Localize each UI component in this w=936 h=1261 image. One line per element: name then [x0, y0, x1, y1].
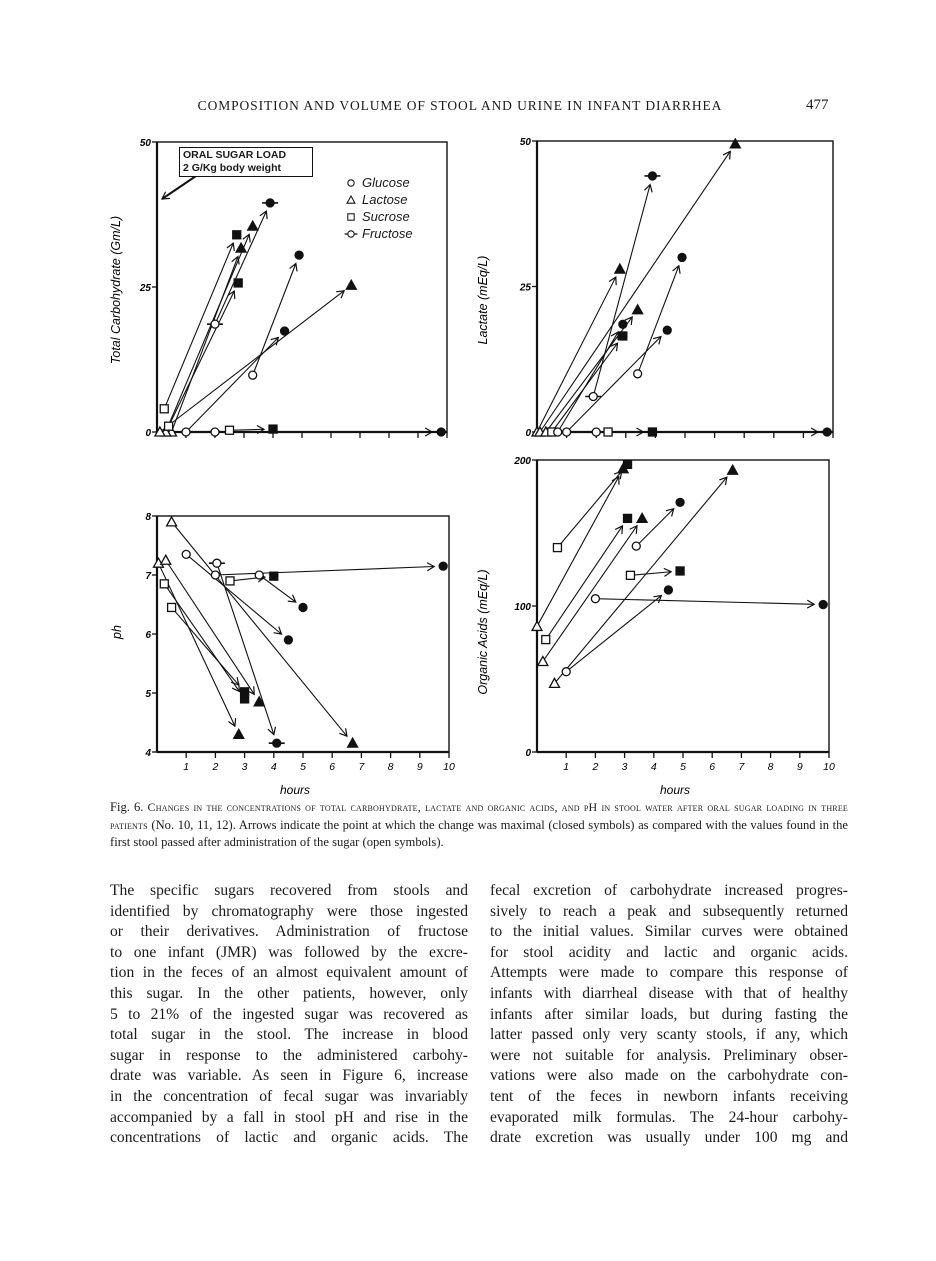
closed-lactose-point: [234, 729, 244, 738]
closed-sucrose-point: [270, 572, 278, 580]
caption-label: Fig. 6.: [110, 800, 144, 814]
legend-label: Glucose: [362, 175, 410, 190]
load-box-line2: 2 G/Kg body weight: [183, 162, 282, 174]
closed-glucose-point: [299, 603, 307, 611]
x-tick-label: 6: [329, 761, 336, 773]
text-line: latter passed only very scanty stools, if any, which: [490, 1026, 848, 1044]
closed-lactose-point: [248, 221, 258, 230]
change-arrow: [558, 332, 618, 432]
y-tick-label: 100: [514, 602, 531, 613]
sucrose-legend-marker: [348, 213, 354, 219]
open-glucose-point: [592, 428, 600, 436]
closed-glucose-point: [437, 428, 445, 436]
text-line: in the concentration of fecal sugar was invariably: [110, 1087, 468, 1105]
closed-lactose-point: [633, 305, 643, 314]
change-arrow: [160, 291, 344, 432]
text-line: evaporated milk formulas. The 24-hour carbohy-: [490, 1108, 848, 1126]
text-line: sively to reach a peak and subsequently returned: [490, 902, 848, 920]
text-line: vations were also made on the carbohydrate con-: [490, 1067, 848, 1085]
closed-fructose-point: [262, 199, 278, 207]
open-sucrose-point: [168, 603, 176, 611]
text-line: Attempts were made to compare this response of: [490, 964, 848, 982]
legend-label: Lactose: [362, 192, 408, 207]
open-sucrose-point: [604, 428, 612, 436]
y-tick-label: 200: [514, 456, 531, 467]
glucose-symbol-icon: [343, 177, 359, 189]
y-tick-label: 25: [519, 282, 531, 294]
y-axis-title: ph: [110, 625, 124, 639]
open-sucrose-point: [626, 571, 634, 579]
closed-sucrose-point: [269, 425, 277, 433]
caption-text: (No. 10, 11, 12). Arrows indicate the point at which the change was maximal (closed symbols) as compared with the values found in the first stool passed after administration of the sugar (open symbols).: [110, 817, 848, 849]
text-line: total sugar in the stool. The increase in blood: [110, 1026, 468, 1044]
plot-frame: [157, 516, 449, 752]
closed-lactose-point: [615, 264, 625, 273]
change-arrow: [546, 526, 623, 640]
chart-organic-acids: [476, 456, 835, 797]
open-glucose-point: [634, 370, 642, 378]
glucose-legend-marker: [348, 179, 354, 185]
change-arrow: [169, 291, 235, 426]
text-line: this sugar. In the other patients, however, only: [110, 984, 468, 1002]
x-tick-label: 5: [300, 761, 306, 773]
open-sucrose-point: [226, 426, 234, 434]
open-glucose-point: [249, 371, 257, 379]
x-tick-label: 4: [650, 761, 657, 773]
change-arrow: [230, 429, 265, 430]
change-arrow: [557, 471, 621, 547]
closed-sucrose-point: [648, 428, 656, 436]
oral-sugar-load-box: [179, 147, 313, 177]
closed-lactose-point: [346, 280, 356, 289]
change-arrow: [638, 266, 679, 374]
x-tick-label: 3: [241, 761, 248, 773]
y-tick-label: 25: [139, 283, 151, 294]
text-line: for stool acidity and lactic and organic acids.: [490, 943, 848, 961]
open-lactose-point: [161, 555, 171, 564]
closed-lactose-point: [348, 738, 358, 747]
text-line: concentrations of lactic and organic acids. The: [110, 1129, 468, 1147]
open-sucrose-point: [226, 577, 234, 585]
x-tick-label: 9: [796, 761, 803, 773]
y-axis-title: Total Carbohydrate (Gm/L): [109, 215, 123, 365]
caption-title: Changes in the concentrations of total carbohydrate, lactate and organic acids, and pH in stool water after oral sugar loading in three patients: [110, 800, 849, 832]
plot-frame: [537, 141, 833, 432]
y-tick-label: 4: [145, 748, 151, 759]
y-tick-label: 8: [145, 512, 151, 523]
x-tick-label: 1: [183, 761, 190, 773]
change-arrow: [158, 563, 234, 726]
x-axis-title: hours: [279, 783, 311, 797]
change-arrow: [166, 234, 249, 432]
x-tick-label: 7: [738, 761, 745, 773]
open-fructose-point: [207, 320, 223, 328]
text-line: infants after similar loads, but during fasting the: [490, 1005, 848, 1023]
open-sucrose-point: [553, 544, 561, 552]
open-sucrose-point: [165, 422, 173, 430]
change-arrow: [595, 599, 814, 605]
change-arrow: [172, 257, 238, 432]
change-arrow: [253, 263, 296, 375]
page-number: 477: [806, 97, 829, 113]
y-tick-label: 50: [139, 138, 151, 149]
text-line: to one infant (JMR) was followed by the excre-: [110, 943, 468, 961]
change-arrow: [164, 584, 239, 692]
legend-item-lactose: [343, 191, 413, 208]
closed-fructose-point: [644, 172, 660, 180]
text-line: infants with diarrheal disease with that of healthy: [490, 984, 848, 1002]
open-glucose-point: [562, 668, 570, 676]
change-arrow: [215, 566, 434, 575]
closed-sucrose-point: [234, 279, 242, 287]
y-tick-label: 50: [519, 137, 531, 148]
text-line: drate excretion was usually under 100 mg and: [490, 1129, 848, 1147]
body-column-left: [110, 881, 468, 1149]
y-tick-label: 0: [145, 428, 151, 439]
change-arrow: [537, 477, 619, 627]
x-tick-label: 10: [823, 761, 835, 773]
chart-ph: [110, 512, 455, 797]
closed-glucose-point: [819, 601, 827, 609]
running-title: COMPOSITION AND VOLUME OF STOOL AND URINE IN INFANT DIARRHEA: [197, 98, 723, 113]
closed-glucose-point: [281, 327, 289, 335]
open-sucrose-point: [542, 636, 550, 644]
y-axis-title: Organic Acids (mEq/L): [476, 569, 490, 695]
text-line: fecal excretion of carbohydrate increased progres-: [490, 882, 848, 899]
open-lactose-point: [167, 517, 177, 526]
open-glucose-point: [255, 571, 263, 579]
text-line: to the initial values. Similar curves were obtained: [490, 923, 848, 941]
closed-glucose-point: [678, 253, 686, 261]
sucrose-symbol-icon: [343, 211, 359, 223]
x-tick-label: 2: [212, 761, 219, 773]
text-line: drate was variable. As seen in Figure 6, increase: [110, 1067, 468, 1085]
legend-item-sucrose: [343, 208, 413, 225]
text-line: identified by chromatography were those ingested: [110, 902, 468, 920]
open-glucose-point: [554, 428, 562, 436]
closed-sucrose-point: [241, 688, 249, 696]
x-tick-label: 3: [621, 761, 628, 773]
open-glucose-point: [182, 428, 190, 436]
open-sucrose-point: [160, 580, 168, 588]
legend-item-glucose: [343, 174, 413, 191]
closed-lactose-point: [637, 513, 647, 522]
x-axis-title: hours: [659, 783, 691, 797]
legend-label: Fructose: [362, 226, 413, 241]
change-arrow: [217, 563, 274, 734]
y-tick-label: 5: [145, 689, 151, 700]
text-line: sugar in response to the administered carbohy-: [110, 1046, 468, 1064]
closed-glucose-point: [295, 251, 303, 259]
closed-sucrose-point: [619, 332, 627, 340]
closed-sucrose-point: [233, 231, 241, 239]
x-tick-label: 9: [416, 761, 423, 773]
lactose-legend-marker: [347, 196, 355, 203]
x-tick-label: 10: [443, 761, 455, 773]
text-line: were not suitable for analysis. Preliminary obser-: [490, 1046, 848, 1064]
open-glucose-point: [211, 428, 219, 436]
y-tick-label: 0: [525, 748, 531, 759]
closed-glucose-point: [284, 636, 292, 644]
closed-glucose-point: [664, 586, 672, 594]
text-line: tion in the feces of an almost equivalent amount of: [110, 964, 468, 982]
closed-glucose-point: [439, 562, 447, 570]
open-lactose-point: [532, 621, 542, 630]
legend-label: Sucrose: [362, 209, 410, 224]
fructose-symbol-icon: [343, 228, 359, 240]
change-arrow: [630, 572, 671, 576]
open-glucose-point: [591, 595, 599, 603]
open-sucrose-point: [160, 405, 168, 413]
open-glucose-point: [563, 428, 571, 436]
x-tick-label: 1: [563, 761, 570, 773]
body-column-right: [490, 881, 848, 1149]
closed-glucose-point: [619, 320, 627, 328]
open-fructose-point: [209, 559, 225, 567]
open-glucose-point: [632, 542, 640, 550]
text-line: 5 to 21% of the ingested sugar was recovered as: [110, 1005, 468, 1023]
closed-sucrose-point: [676, 567, 684, 575]
sugar-load-arrow: [162, 176, 196, 199]
closed-lactose-point: [730, 139, 740, 148]
y-tick-label: 0: [525, 428, 531, 439]
change-arrow: [555, 477, 727, 683]
open-glucose-point: [182, 550, 190, 558]
chart-lactate: [476, 137, 833, 439]
closed-sucrose-point: [624, 514, 632, 522]
legend-item-fructose: [343, 225, 413, 242]
figure-caption: [110, 799, 848, 852]
open-lactose-point: [538, 656, 548, 665]
y-tick-label: 7: [145, 571, 151, 582]
open-glucose-point: [211, 571, 219, 579]
text-line: The specific sugars recovered from stools and: [110, 882, 468, 899]
x-tick-label: 8: [767, 761, 774, 773]
closed-glucose-point: [676, 498, 684, 506]
closed-glucose-point: [823, 428, 831, 436]
text-line: accompanied by a fall in stool pH and rise in the: [110, 1108, 468, 1126]
closed-glucose-point: [663, 326, 671, 334]
closed-fructose-point: [269, 739, 285, 747]
legend: [343, 174, 413, 242]
x-tick-label: 2: [592, 761, 599, 773]
x-tick-label: 6: [709, 761, 716, 773]
fructose-legend-marker: [345, 230, 358, 236]
y-axis-title: Lactate (mEq/L): [476, 255, 490, 345]
text-line: or their derivatives. Administration of fructose: [110, 923, 468, 941]
x-tick-label: 4: [270, 761, 277, 773]
x-tick-label: 7: [358, 761, 365, 773]
change-arrow: [186, 554, 281, 634]
lactose-symbol-icon: [343, 194, 359, 206]
load-box-line1: ORAL SUGAR LOAD: [183, 149, 287, 161]
text-line: tent of the feces in newborn infants receiving: [490, 1087, 848, 1105]
y-tick-label: 6: [145, 630, 151, 641]
x-tick-label: 8: [387, 761, 394, 773]
closed-lactose-point: [728, 465, 738, 474]
x-tick-label: 5: [680, 761, 686, 773]
change-arrow: [540, 151, 730, 432]
